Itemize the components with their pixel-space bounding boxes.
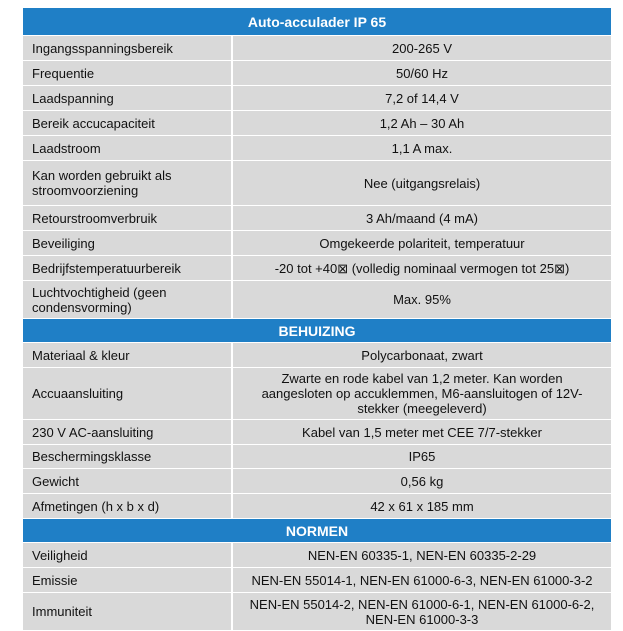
table-row (23, 494, 611, 519)
row-label: Beveiliging (23, 231, 233, 255)
row-value: NEN-EN 55014-2, NEN-EN 61000-6-1, NEN-EN 61000-6-2, NEN-EN 61000-3-3 (249, 596, 595, 627)
row-value: 1,2 Ah – 30 Ah (379, 115, 465, 131)
table-row (23, 206, 611, 231)
row-value: NEN-EN 60335-1, NEN-EN 60335-2-29 (307, 547, 537, 563)
row-value: Max. 95% (393, 292, 451, 307)
row-label: Materiaal & kleur (23, 343, 233, 367)
row-label: 230 V AC-aansluiting (23, 420, 233, 444)
row-label: Luchtvochtigheid (geen condensvorming) (23, 281, 233, 318)
row-label: Bedrijfstemperatuurbereik (23, 256, 233, 280)
row-value: NEN-EN 55014-1, NEN-EN 61000-6-3, NEN-EN 61000-3-2 (251, 572, 593, 588)
row-value: 3 Ah/maand (4 mA) (366, 210, 478, 226)
row-value: 50/60 Hz (395, 65, 449, 81)
table-row (23, 420, 611, 445)
row-value: -20 tot +40⊠ (volledig nominaal vermogen tot 25⊠) (274, 260, 570, 276)
row-label: Kan worden gebruikt als stroomvoorziening (23, 161, 233, 205)
row-label: Ingangsspanningsbereik (23, 36, 233, 60)
table-row (23, 161, 611, 206)
table-row (23, 36, 611, 61)
section-header-behuizing: BEHUIZING (23, 319, 611, 343)
table-row (23, 136, 611, 161)
row-label: Retourstroomverbruik (23, 206, 233, 230)
table-title: Auto-acculader IP 65 (23, 8, 611, 36)
row-label: Immuniteit (23, 593, 233, 630)
row-value: IP65 (408, 449, 436, 464)
row-label: Accuaansluiting (23, 368, 233, 419)
table-row (23, 231, 611, 256)
row-label: Gewicht (23, 469, 233, 493)
row-value: 0,56 kg (400, 473, 444, 489)
table-row (23, 256, 611, 281)
row-label: Frequentie (23, 61, 233, 85)
row-value: Polycarbonaat, zwart (361, 347, 483, 363)
table-row (23, 86, 611, 111)
row-label: Bereik accucapaciteit (23, 111, 233, 135)
table-row (23, 543, 611, 568)
table-row (23, 343, 611, 368)
row-label: Laadspanning (23, 86, 233, 110)
row-value: 1,1 A max. (391, 140, 453, 156)
row-value: Zwarte en rode kabel van 1,2 meter. Kan worden aangesloten op accuklemmen, M6-aansluitogen of 12V-stekker (meegeleverd) (261, 371, 583, 416)
row-value: 200-265 V (392, 40, 452, 56)
row-value: 42 x 61 x 185 mm (370, 498, 474, 514)
row-value: Omgekeerde polariteit, temperatuur (319, 235, 525, 251)
table-row (23, 445, 611, 469)
row-value: Nee (uitgangsrelais) (363, 175, 481, 191)
table-row (23, 368, 611, 420)
spec-table (23, 8, 611, 627)
row-value: Kabel van 1,5 meter met CEE 7/7-stekker (302, 424, 542, 440)
table-row (23, 469, 611, 494)
row-value: 7,2 of 14,4 V (385, 90, 459, 106)
row-label: Emissie (23, 568, 233, 592)
section-header-normen: NORMEN (23, 519, 611, 543)
row-label: Afmetingen (h x b x d) (23, 494, 233, 518)
table-row (23, 568, 611, 593)
table-row (23, 281, 611, 319)
table-row (23, 61, 611, 86)
row-label: Beschermingsklasse (23, 445, 233, 468)
row-label: Veiligheid (23, 543, 233, 567)
table-row (23, 111, 611, 136)
row-label: Laadstroom (23, 136, 233, 160)
table-row (23, 593, 611, 631)
